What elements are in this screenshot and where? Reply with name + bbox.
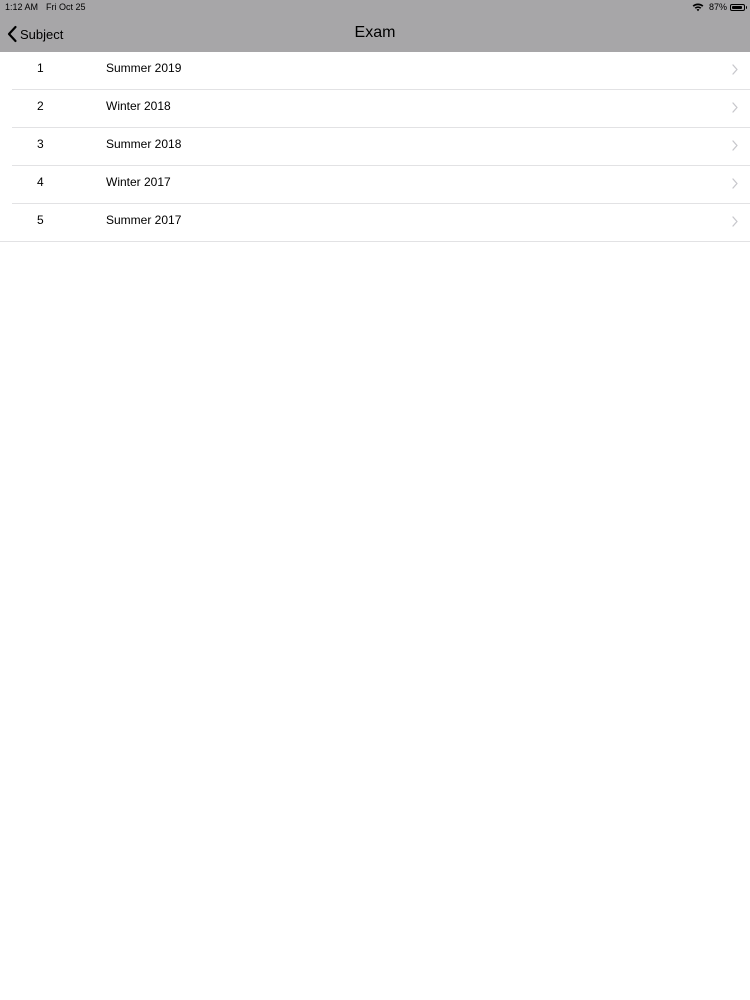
back-button-label: Subject (20, 26, 64, 42)
exam-label: Winter 2018 (106, 99, 171, 113)
status-time: 1:12 AM (5, 2, 39, 12)
exam-number: 2 (37, 99, 44, 113)
wifi-icon (692, 2, 704, 12)
exam-number: 4 (37, 175, 44, 189)
list-item[interactable] (0, 90, 750, 128)
navigation-bar (0, 14, 750, 52)
exam-label: Summer 2017 (106, 213, 182, 227)
status-indicators (692, 0, 745, 14)
exam-number: 5 (37, 213, 44, 227)
exam-label: Summer 2018 (106, 137, 182, 151)
list-item[interactable] (0, 52, 750, 90)
chevron-right-icon (732, 64, 738, 75)
page-title: Exam (354, 24, 396, 41)
battery-cap (746, 6, 748, 9)
battery-percent: 87% (708, 2, 727, 12)
exam-number: 3 (37, 137, 44, 151)
exam-number: 1 (37, 61, 44, 75)
battery-icon (730, 4, 745, 11)
list-item[interactable] (0, 166, 750, 204)
chevron-right-icon (732, 102, 738, 113)
chevron-right-icon (732, 178, 738, 189)
battery-fill (732, 6, 742, 9)
chevron-right-icon (732, 216, 738, 227)
status-date: Fri Oct 25 (46, 2, 86, 12)
chevron-right-icon (732, 140, 738, 151)
list-item[interactable] (0, 204, 750, 242)
exam-label: Winter 2017 (106, 175, 171, 189)
status-bar (0, 0, 750, 14)
list-item[interactable] (0, 128, 750, 166)
top-bar (0, 0, 750, 52)
exam-label: Summer 2019 (106, 61, 182, 75)
exam-list (0, 52, 750, 242)
